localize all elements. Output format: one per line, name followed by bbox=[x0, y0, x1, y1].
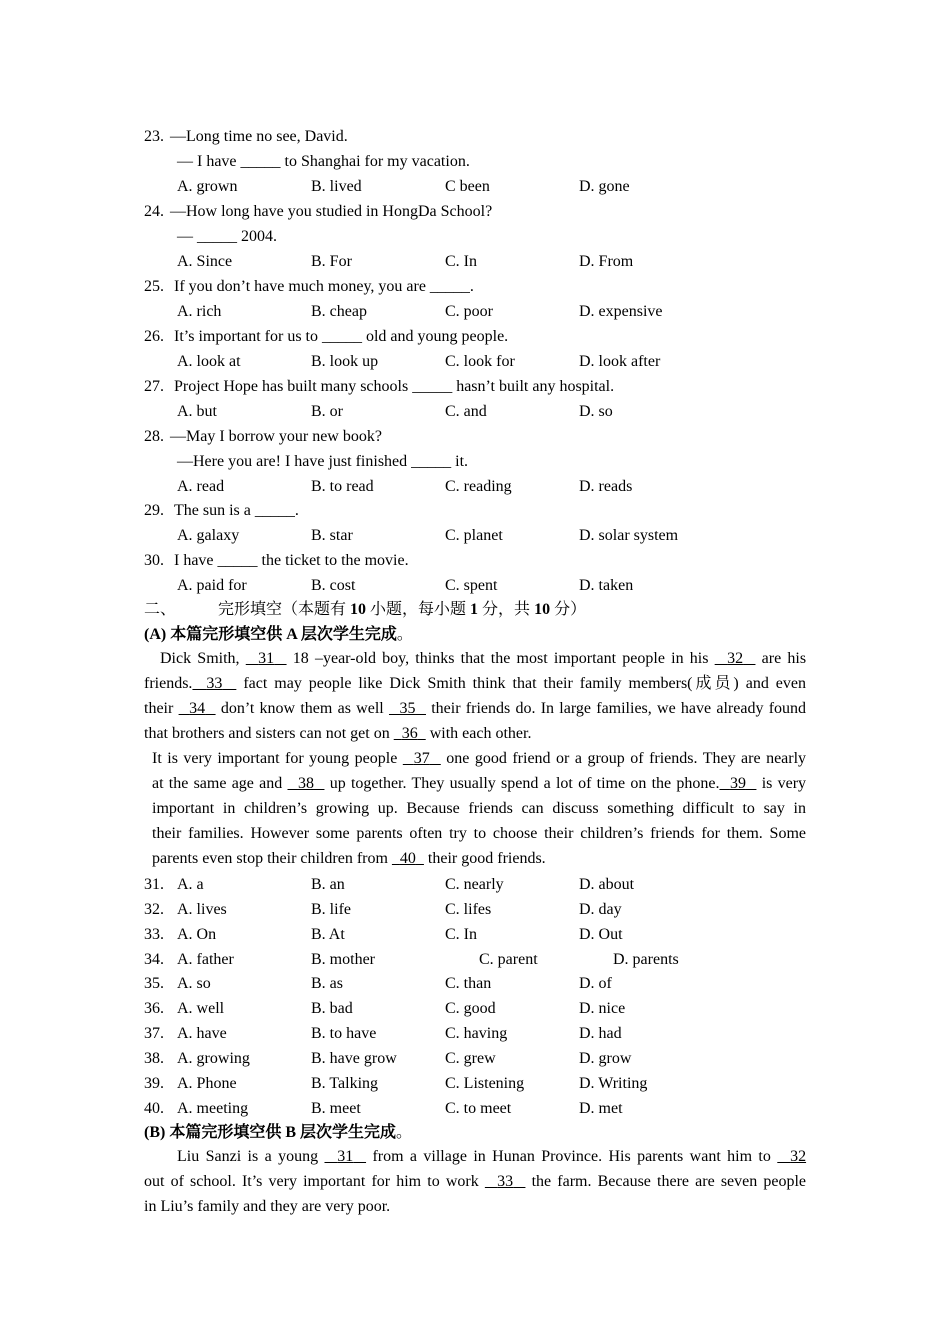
question-28-line2: —Here you are! I have just finished _____ it. bbox=[177, 453, 469, 470]
option-c: C. lifes bbox=[445, 901, 492, 918]
text: important in children’s growing up. Because friends can discuss something difficult to say in bbox=[152, 799, 806, 817]
text: Liu Sanzi is a young bbox=[177, 1148, 319, 1165]
option-b: B. Talking bbox=[311, 1075, 379, 1092]
option-b: B. or bbox=[311, 403, 343, 420]
option-b: B. to have bbox=[311, 1025, 377, 1042]
blank-40 bbox=[392, 850, 424, 867]
blank-36 bbox=[394, 725, 426, 742]
heading-part: 。 bbox=[396, 626, 413, 643]
option-c: C. good bbox=[445, 1000, 496, 1017]
option-a: A. grown bbox=[177, 178, 238, 195]
option-a: A. well bbox=[177, 1000, 225, 1017]
passage-line bbox=[152, 747, 806, 772]
option-d: D. Writing bbox=[579, 1075, 648, 1092]
question-27 bbox=[144, 377, 614, 397]
answer-39-number: 39. bbox=[144, 1075, 164, 1092]
blank-38 bbox=[288, 775, 325, 792]
option-b: B. lived bbox=[311, 178, 362, 195]
option-d: D. so bbox=[579, 403, 613, 420]
answer-33-number: 33. bbox=[144, 926, 164, 943]
option-a: A. meeting bbox=[177, 1100, 249, 1117]
text: with each other. bbox=[429, 724, 532, 742]
passage-a-paragraph-1 bbox=[144, 647, 806, 747]
heading-part: 本篇完形填空供 bbox=[166, 626, 287, 643]
text: their friends do. In large families, we have already found bbox=[431, 699, 807, 717]
section-heading bbox=[144, 600, 586, 620]
question-stem: The sun is a _____. bbox=[174, 502, 299, 519]
question-25 bbox=[144, 277, 474, 297]
option-a: A. Phone bbox=[177, 1075, 237, 1092]
option-c: C. nearly bbox=[445, 876, 504, 893]
question-number: 30. bbox=[144, 552, 164, 569]
heading-part: 层次学生完成 bbox=[296, 1124, 397, 1141]
blank-number: 34 bbox=[189, 699, 206, 717]
option-c: C. having bbox=[445, 1025, 508, 1042]
option-a: A. galaxy bbox=[177, 527, 240, 544]
question-stem: —How long have you studied in HongDa School? bbox=[170, 203, 493, 220]
option-d: D. expensive bbox=[579, 303, 663, 320]
option-d: D. reads bbox=[579, 478, 633, 495]
option-c: C. Listening bbox=[445, 1075, 525, 1092]
option-d: D. From bbox=[579, 253, 634, 270]
answer-38-number: 38. bbox=[144, 1050, 164, 1067]
option-b: B. to read bbox=[311, 478, 374, 495]
option-a: A. On bbox=[177, 926, 217, 943]
blank-number: 36 bbox=[401, 724, 418, 742]
passage-b-paragraph bbox=[144, 1145, 806, 1220]
option-c: C. In bbox=[445, 926, 477, 943]
option-c: C been bbox=[445, 178, 490, 195]
question-24-line2: — _____ 2004. bbox=[177, 228, 277, 245]
option-a: A. but bbox=[177, 403, 217, 420]
option-a: A. look at bbox=[177, 353, 241, 370]
option-b: B. star bbox=[311, 527, 353, 544]
question-stem: It’s important for us to _____ old and young people. bbox=[174, 328, 509, 345]
blank-number: 40 bbox=[399, 849, 416, 867]
option-a: A. paid for bbox=[177, 577, 247, 594]
passage-a-paragraph-2 bbox=[152, 747, 806, 872]
text: don’t know them as well bbox=[220, 699, 384, 717]
answer-35-number: 35. bbox=[144, 975, 164, 992]
title-part: 10 bbox=[534, 601, 551, 618]
part-b-heading bbox=[144, 1123, 412, 1143]
option-b: B. have grow bbox=[311, 1050, 397, 1067]
option-b: B. look up bbox=[311, 353, 379, 370]
option-c: C. In bbox=[445, 253, 477, 270]
text: that brothers and sisters can not get on bbox=[144, 724, 390, 742]
question-number: 28. bbox=[144, 428, 164, 445]
blank-number: 33 bbox=[497, 1172, 514, 1190]
passage-line bbox=[144, 1170, 806, 1195]
option-a: A. father bbox=[177, 951, 234, 968]
question-stem: Project Hope has built many schools _____ hasn’t built any hospital. bbox=[174, 378, 615, 395]
text: their families. However some parents often try to choose their children’s friends for them. Some bbox=[152, 824, 806, 842]
option-a: A. growing bbox=[177, 1050, 250, 1067]
option-d: D. day bbox=[579, 901, 622, 918]
option-a: A. rich bbox=[177, 303, 222, 320]
option-b: B. as bbox=[311, 975, 343, 992]
option-b: B. cost bbox=[311, 577, 356, 594]
heading-part: (B) bbox=[144, 1124, 166, 1141]
option-d: D. taken bbox=[579, 577, 634, 594]
blank-number: 31 bbox=[258, 650, 275, 667]
heading-part: A bbox=[286, 626, 297, 643]
text: the farm. Because there are seven people bbox=[531, 1172, 807, 1190]
option-c: C. poor bbox=[445, 303, 493, 320]
section-number: 二、 bbox=[144, 601, 177, 618]
option-d: D. about bbox=[579, 876, 635, 893]
option-a: A. Since bbox=[177, 253, 233, 270]
question-number: 26. bbox=[144, 328, 164, 345]
text: parents even stop their children from bbox=[152, 849, 388, 867]
blank-number: 38 bbox=[297, 774, 314, 792]
option-b: B. bad bbox=[311, 1000, 353, 1017]
option-d: D. met bbox=[579, 1100, 623, 1117]
title-part: 1 bbox=[470, 601, 479, 618]
option-c: C. to meet bbox=[445, 1100, 512, 1117]
option-d: D. solar system bbox=[579, 527, 679, 544]
option-c: C. grew bbox=[445, 1050, 496, 1067]
text: is very bbox=[761, 774, 807, 792]
text: in Liu’s family and they are very poor. bbox=[144, 1197, 391, 1215]
answer-32-number: 32. bbox=[144, 901, 164, 918]
option-b: B. an bbox=[311, 876, 345, 893]
passage-line bbox=[144, 1195, 806, 1220]
passage-line bbox=[144, 722, 806, 747]
option-a: A. have bbox=[177, 1025, 227, 1042]
option-d: D. had bbox=[579, 1025, 622, 1042]
answer-34-number: 34. bbox=[144, 951, 164, 968]
blank-34 bbox=[179, 700, 216, 717]
passage-line bbox=[144, 1145, 806, 1170]
text: at the same age and bbox=[152, 774, 283, 792]
passage-line bbox=[144, 647, 806, 672]
option-d: D. look after bbox=[579, 353, 661, 370]
option-d: D. nice bbox=[579, 1000, 626, 1017]
option-c: C. and bbox=[445, 403, 487, 420]
blank-32 bbox=[777, 1148, 806, 1165]
heading-part: 。 bbox=[396, 1124, 413, 1141]
option-b: B. At bbox=[311, 926, 345, 943]
option-d: D. Out bbox=[579, 926, 623, 943]
question-30 bbox=[144, 551, 409, 571]
option-a: A. read bbox=[177, 478, 225, 495]
passage-line bbox=[152, 772, 806, 797]
option-c: C. than bbox=[445, 975, 492, 992]
question-24 bbox=[144, 202, 492, 222]
text: one good friend or a group of friends. They are nearly bbox=[446, 750, 807, 767]
question-number: 27. bbox=[144, 378, 164, 395]
question-number: 24. bbox=[144, 203, 164, 220]
option-a: A. so bbox=[177, 975, 211, 992]
title-part: 小题，每小题 bbox=[366, 601, 471, 618]
heading-part: 层次学生完成 bbox=[296, 626, 397, 643]
option-a: A. lives bbox=[177, 901, 227, 918]
option-b: B. mother bbox=[311, 951, 375, 968]
heading-part: 本篇完形填空供 bbox=[165, 1124, 286, 1141]
text: fact may people like Dick Smith think that their family members(成员) and even bbox=[243, 674, 807, 692]
option-c: C. spent bbox=[445, 577, 498, 594]
text: friends. bbox=[144, 674, 193, 692]
option-b: B. For bbox=[311, 253, 352, 270]
option-b: B. meet bbox=[311, 1100, 361, 1117]
option-d: D. grow bbox=[579, 1050, 632, 1067]
question-number: 29. bbox=[144, 502, 164, 519]
title-part: 10 bbox=[350, 601, 367, 618]
blank-number: 32 bbox=[727, 650, 744, 667]
blank-number: 31 bbox=[337, 1148, 354, 1165]
blank-number: 39 bbox=[729, 774, 746, 792]
blank-39 bbox=[719, 775, 756, 792]
part-a-heading bbox=[144, 625, 413, 645]
text: are his bbox=[761, 650, 807, 667]
option-d: D. gone bbox=[579, 178, 630, 195]
question-29 bbox=[144, 501, 299, 521]
heading-part: (A) bbox=[144, 626, 167, 643]
blank-33 bbox=[485, 1173, 526, 1190]
answer-40-number: 40. bbox=[144, 1100, 164, 1117]
blank-number: 35 bbox=[399, 699, 416, 717]
option-c: C. reading bbox=[445, 478, 512, 495]
text: Dick Smith, bbox=[160, 650, 240, 667]
title-part: 分，共 bbox=[478, 601, 535, 618]
question-stem: I have _____ the ticket to the movie. bbox=[174, 552, 409, 569]
passage-line bbox=[144, 672, 806, 697]
title-part: 完形填空（本题有 bbox=[218, 601, 351, 618]
question-stem: —May I borrow your new book? bbox=[170, 428, 382, 445]
heading-part: B bbox=[285, 1124, 297, 1141]
blank-35 bbox=[389, 700, 426, 717]
blank-number: 33 bbox=[206, 674, 223, 692]
text: 18 –year-old boy, thinks that the most important people in his bbox=[292, 650, 709, 667]
text: their good friends. bbox=[427, 849, 546, 867]
text: up together. They usually spend a lot of time on the phone. bbox=[329, 774, 720, 792]
option-b: B. life bbox=[311, 901, 351, 918]
answer-31-number: 31. bbox=[144, 876, 164, 893]
option-c: C. planet bbox=[445, 527, 503, 544]
passage-line bbox=[152, 822, 806, 847]
blank-number: 37 bbox=[413, 750, 430, 767]
blank-31 bbox=[246, 650, 287, 667]
question-23 bbox=[144, 127, 348, 147]
answer-37-number: 37. bbox=[144, 1025, 164, 1042]
text: out of school. It’s very important for him to work bbox=[144, 1172, 479, 1190]
passage-line bbox=[152, 797, 806, 822]
text: from a village in Hunan Province. His parents want him to bbox=[372, 1148, 771, 1165]
title-part: 分） bbox=[550, 601, 587, 618]
option-c: C. look for bbox=[445, 353, 515, 370]
question-23-line2: — I have _____ to Shanghai for my vacation. bbox=[177, 153, 470, 170]
question-stem: —Long time no see, David. bbox=[170, 128, 348, 145]
option-c: C. parent bbox=[479, 951, 538, 968]
text: It is very important for young people bbox=[152, 750, 398, 767]
passage-line bbox=[144, 697, 806, 722]
section-title bbox=[218, 601, 586, 618]
option-a: A. a bbox=[177, 876, 204, 893]
text: their bbox=[144, 699, 174, 717]
passage-line bbox=[152, 847, 806, 872]
option-b: B. cheap bbox=[311, 303, 367, 320]
blank-37 bbox=[403, 750, 441, 767]
question-number: 23. bbox=[144, 128, 164, 145]
question-26 bbox=[144, 327, 508, 347]
blank-33 bbox=[192, 675, 236, 692]
question-number: 25. bbox=[144, 278, 164, 295]
question-stem: If you don’t have much money, you are _____. bbox=[174, 278, 474, 295]
option-d: D. parents bbox=[613, 951, 679, 968]
blank-number: 32 bbox=[790, 1148, 807, 1165]
option-d: D. of bbox=[579, 975, 612, 992]
blank-32 bbox=[715, 650, 756, 667]
blank-31 bbox=[324, 1148, 366, 1165]
question-28 bbox=[144, 427, 382, 447]
answer-36-number: 36. bbox=[144, 1000, 164, 1017]
